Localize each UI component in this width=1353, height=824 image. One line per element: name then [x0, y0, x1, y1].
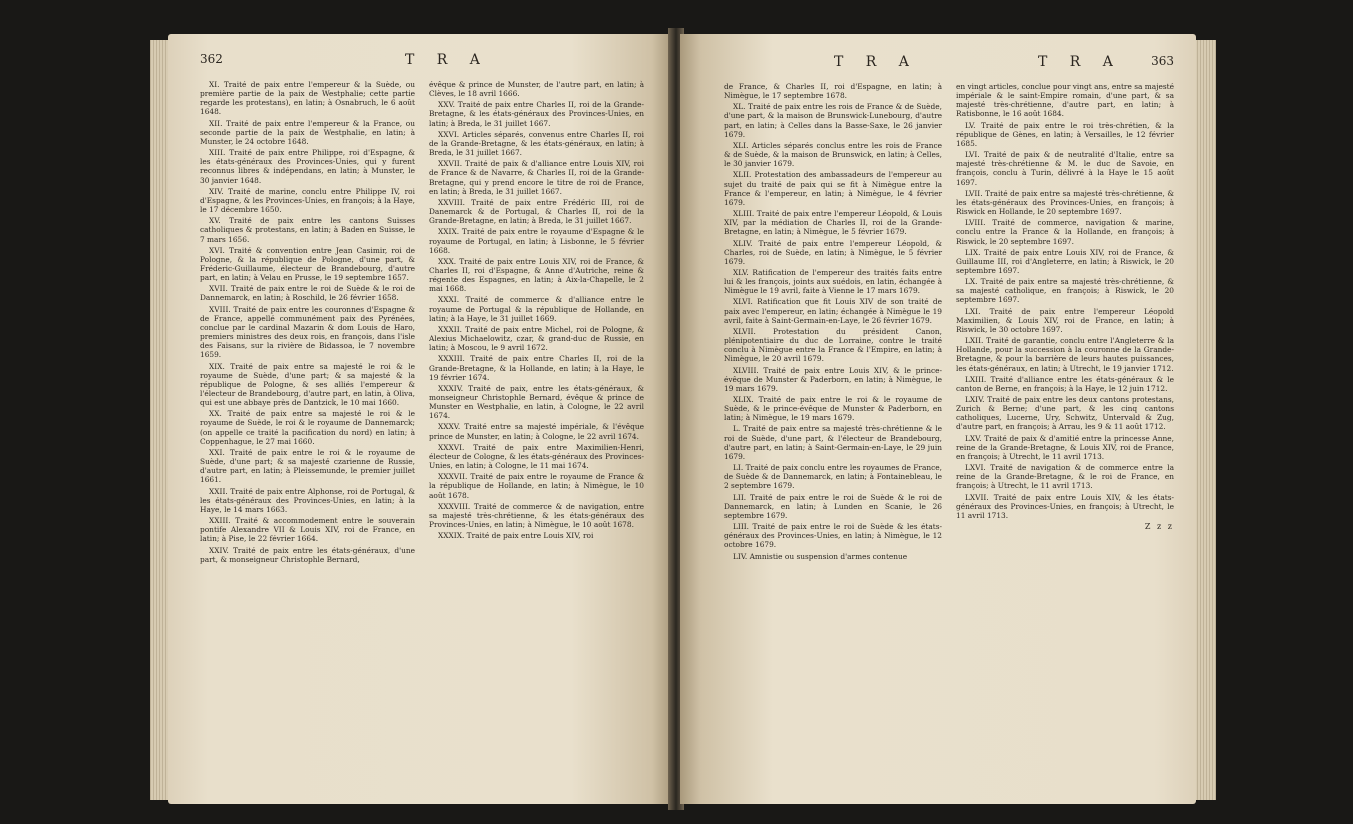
treaty-entry: XXVII. Traité de paix & d'alliance entre Louis XIV, roi de France & de Navarre, & Charles II, roi de la Grande-Bretagne, qui y prend encore le titre de roi de France, en latin; à Breda, le 31 juillet 1667. — [429, 159, 644, 196]
treaty-entry: LXVII. Traité de paix entre Louis XIV, & les états-généraux des Provinces-Unies, en françois; à Utrecht, le 11 avril 1713. — [956, 492, 1174, 520]
treaty-entry: XXVIII. Traité de paix entre Frédéric III, roi de Danemarck & de Portugal, & Charles II, roi de la Grande-Bretagne, en latin; à Breda, le 31 juillet 1667. — [429, 197, 644, 226]
right-page-number: 363 — [1151, 54, 1174, 68]
treaty-entry: XLVIII. Traité de paix entre Louis XIV, & le prince-évêque de Munster & Paderborn, en latin; à Nimègue, le 19 mars 1679. — [724, 365, 942, 393]
treaty-entry: XXXIV. Traité de paix, entre les états-généraux, & monseigneur Christophle Bernard, évêque & prince de Munster en Westphalie, en latin, à Cologne, le 22 avril 1674. — [429, 383, 644, 421]
treaty-entry: XLV. Ratification de l'empereur des traités faits entre lui & les françois, joints aux suédois, en latin, échangée à Nimègue le 19 avril, faite à Vienne le 17 mars 1679. — [724, 267, 942, 296]
treaty-entry: XXXII. Traité de paix entre Michel, roi de Pologne, & Alexius Michaelowitz, czar, & grand-duc de Russie, en latin; à Moscou, le 9 avril 1672. — [429, 324, 644, 353]
right-page-running-title-left: T R A — [834, 54, 918, 70]
right-page-columns — [724, 82, 1174, 563]
treaty-entry: XXV. Traité de paix entre Charles II, roi de la Grande-Bretagne, & les états-généraux des Provinces-Unies, en latin; à Breda, le 31 juillet 1667. — [429, 100, 644, 128]
treaty-entry: XV. Traité de paix entre les cantons Suisses catholiques & protestans, en latin; à Baden en Suisse, le 7 mars 1656. — [200, 216, 415, 244]
left-column-1 — [200, 80, 415, 566]
treaty-entry: LIX. Traité de paix entre Louis XIV, roi de France, & Guillaume III, roi d'Angleterre, en latin; à Riswick, le 20 septembre 1697. — [956, 247, 1174, 275]
treaty-entry: en vingt articles, conclue pour vingt ans, entre sa majesté impériale & le saint-Empire romain, d'une part, & sa majesté très-chrétienne, d'autre part, en latin; à Ratisbonne, le 16 août 1684. — [956, 82, 1174, 119]
treaty-entry: de France, & Charles II, roi d'Espagne, en latin; à Nimègue, le 17 septembre 1678. — [724, 82, 942, 101]
treaty-entry: XXIV. Traité de paix entre les états-généraux, d'une part, & monseigneur Christophle Bernard, — [200, 545, 415, 564]
treaty-entry: LIII. Traité de paix entre le roi de Suède & les états-généraux des Provinces-Unies, en latin; à Nimègue, le 12 octobre 1679. — [724, 522, 942, 550]
left-page-number: 362 — [200, 52, 223, 66]
treaty-entry: XXI. Traité de paix entre le roi & le royaume de Suède, d'une part; & sa majesté czarienne de Russie, d'autre part, en latin; à Pleissemunde, le premier juillet 1661. — [200, 447, 415, 485]
right-page-header — [724, 54, 1174, 76]
treaty-entry: LXII. Traité de garantie, conclu entre l'Angleterre & la Hollande, pour la succession à la couronne de la Grande-Bretagne, & pour la barrière de leurs hautes puissances, les états-généraux, en latin; à Utrecht, le 19 janvier 1712. — [956, 336, 1174, 373]
treaty-entry: XXII. Traité de paix entre Alphonse, roi de Portugal, & les états-généraux des Provinces-Unies, en latin; à la Haye, le 14 mars 1663. — [200, 486, 415, 514]
treaty-entry: XXXIII. Traité de paix entre Charles II, roi de la Grande-Bretagne, & la Hollande, en latin; à la Haye, le 19 février 1674. — [429, 354, 644, 382]
treaty-entry: XLI. Articles séparés conclus entre les rois de France & de Suède, & la maison de Brunswick, en latin; à Celles, le 30 janvier 1679. — [724, 140, 942, 169]
treaty-entry: évêque & prince de Munster, de l'autre part, en latin; à Clèves, le 18 avril 1666. — [429, 80, 644, 99]
treaty-entry: XVIII. Traité de paix entre les couronnes d'Espagne & de France, appellé communément paix des Pyrénées, conclue par le cardinal Mazarin & dom Louis de Haro, premiers ministres des deux rois, en françois, dans l'isle des Faisans, sur la rivière de Bidassoa, le 7 novembre 1659. — [200, 304, 415, 360]
treaty-entry: XXIII. Traité & accommodement entre le souverain pontife Alexandre VII & Louis XIV, roi de France, en latin; à Pise, le 22 février 1664. — [200, 516, 415, 544]
treaty-entry: XXXVII. Traité de paix entre le royaume de France & la république de Hollande, en latin; à Nimègue, le 10 août 1678. — [429, 472, 644, 500]
left-page-header — [200, 52, 644, 74]
treaty-entry: XXXVI. Traité de paix entre Maximilien-Henri, électeur de Cologne, & les états-généraux des Provinces-Unies, en latin; à Cologne, le 11 mai 1674. — [429, 442, 644, 471]
treaty-entry: XXX. Traité de paix entre Louis XIV, roi de France, & Charles II, roi d'Espagne, & Anne d'Autriche, reine & régente des Espagnes, en latin; à Aix-la-Chapelle, le 2 mai 1668. — [429, 256, 644, 294]
treaty-entry: XXXIX. Traité de paix entre Louis XIV, roi — [438, 531, 594, 541]
treaty-entry: XX. Traité de paix entre sa majesté le roi & le royaume de Suède, le roi & le royaume de Dannemarck; (on appelle ce traité la pacification du nord) en latin; à Coppenhague, le 27 mai 1660. — [200, 409, 415, 446]
treaty-entry: LVI. Traité de paix & de neutralité d'Italie, entre sa majesté très-chrétienne & M. le duc de Savoie, en françois, conclu à Turin, délivré à la Haye le 15 août 1697. — [956, 150, 1174, 187]
treaty-entry: XVI. Traité & convention entre Jean Casimir, roi de Pologne, & la république de Pologne, d'une part, & Fréderic-Guillaume, électeur de Brandebourg, d'autre part, en latin; à Velau en Prusse, le 19 septembre 1657. — [200, 245, 415, 283]
treaty-entry: LI. Traité de paix conclu entre les royaumes de France, de Suède & de Dannemarck, en latin; à Fontainebleau, le 2 septembre 1679. — [724, 463, 942, 491]
treaty-entry: LXIII. Traité d'alliance entre les états-généraux & le canton de Berne, en françois; à la Haye, le 12 juin 1712. — [956, 374, 1174, 393]
page-edges-right — [1194, 40, 1216, 800]
right-column-1 — [724, 82, 942, 563]
treaty-entry: LIV. Amnistie ou suspension d'armes contenue — [733, 551, 908, 561]
treaty-entry: XL. Traité de paix entre les rois de France & de Suède, d'une part, & la maison de Brunswick-Lunebourg, d'autre part, en latin; à Celles dans la Basse-Saxe, le 26 janvier 1679. — [724, 102, 942, 139]
treaty-entry: XIX. Traité de paix entre sa majesté le roi & le royaume de Suède, d'une part; & sa majesté & la république de Pologne, & ses alliés l'empereur & l'électeur de Brandebourg, d'autre part, en latin, à Oliva, qui est une abbaye près de Dantzick, le 10 mai 1660. — [200, 361, 415, 408]
treaty-entry: XLVI. Ratification que fit Louis XIV de son traité de paix avec l'empereur, en latin; échangée à Nimègue le 19 avril, faite à Saint-Germain-en-Laye, le 26 février 1679. — [724, 297, 942, 325]
left-page — [168, 34, 672, 804]
treaty-entry: LX. Traité de paix entre sa majesté très-chrétienne, & sa majesté catholique, en françois; à Riswick, le 20 septembre 1697. — [956, 277, 1174, 305]
treaty-entry: XLVII. Protestation du président Canon, plénipotentiaire du duc de Lorraine, contre le traité conclu à Nimègue entre la France & l'Empire, en latin; à Nimègue, le 20 avril 1679. — [724, 326, 942, 364]
treaty-entry: XLIX. Traité de paix entre le roi & le royaume de Suède, & le prince-évêque de Munster & Paderborn, en latin; à Nimègue, le 19 mars 1679. — [724, 395, 942, 423]
right-column-2-entries — [956, 82, 1174, 520]
treaty-entry: XXVI. Articles séparés, convenus entre Charles II, roi de la Grande-Bretagne, & les états-généraux, en latin; à Breda, le 31 juillet 1667. — [429, 129, 644, 158]
left-page-columns — [200, 80, 644, 566]
treaty-entry: XI. Traité de paix entre l'empereur & la Suède, ou première partie de la paix de Westphalie; cette partie regarde les protestans), en latin; à Osnabruch, le 6 août 1648. — [200, 80, 415, 117]
page-edges-left — [150, 40, 170, 800]
right-column-2 — [956, 82, 1174, 563]
treaty-entry: XXXVIII. Traité de commerce & de navigation, entre sa majesté très-chrétienne, & les états-généraux des Provinces-Unies, en latin; à Nimègue, le 10 août 1678. — [429, 501, 644, 530]
treaty-entry: XLIV. Traité de paix entre l'empereur Léopold, & Charles, roi de Suède, en latin; à Nimègue, le 5 février 1679. — [724, 238, 942, 266]
treaty-entry: LV. Traité de paix entre le roi très-chrétien, & la république de Gènes, en latin; à Versailles, le 12 février 1685. — [956, 120, 1174, 148]
treaty-entry: XIV. Traité de marine, conclu entre Philippe IV, roi d'Espagne, & les Provinces-Unies, en françois; à la Haye, le 17 décembre 1650. — [200, 186, 415, 215]
left-column-2 — [429, 80, 644, 566]
treaty-entry: XXXV. Traité entre sa majesté impériale, & l'évêque prince de Munster, en latin; à Cologne, le 22 avril 1674. — [429, 422, 644, 441]
right-page-running-title-right: T R A — [1038, 54, 1122, 70]
treaty-entry: LXI. Traité de paix entre l'empereur Léopold Maximilien, & Louis XIV, roi de France, en latin; à Riswick, le 30 octobre 1697. — [956, 306, 1174, 334]
treaty-entry: XXXI. Traité de commerce & d'alliance entre le royaume de Portugal & la république de Hollande, en latin; à la Haye, le 31 juillet 1669. — [429, 295, 644, 323]
treaty-entry: LXIV. Traité de paix entre les deux cantons protestans, Zurich & Berne; d'une part, & les cinq cantons catholiques, Lucerne, Ury, Schwitz, Untervald & Zug, d'autre part, en françois; à Arrau, les 9 & 11 août 1712. — [956, 395, 1174, 432]
treaty-entry: LVII. Traité de paix entre sa majesté très-chrétienne, & les états-généraux des Provinces-Unies, en françois; à Riswick en Hollande, le 20 septembre 1697. — [956, 188, 1174, 217]
treaty-entry: L. Traité de paix entre sa majesté très-chrétienne & le roi de Suède, d'une part, & l'électeur de Brandebourg, d'autre part, en latin; à Saint-Germain-en-Laye, le 29 juin 1679. — [724, 424, 942, 461]
treaty-entry: LXVI. Traité de navigation & de commerce entre la reine de la Grande-Bretagne, & le roi de France, en françois; à Utrecht, le 11 avril 1713. — [956, 463, 1174, 491]
treaty-entry: LXV. Traité de paix & d'amitié entre la princesse Anne, reine de la Grande-Bretagne, & Louis XIV, roi de France, en françois; à Utrecht, le 11 avril 1713. — [956, 433, 1174, 461]
treaty-entry: XVII. Traité de paix entre le roi de Suède & le roi de Dannemarck, en latin; à Roschild, le 26 février 1658. — [200, 284, 415, 303]
treaty-entry: LII. Traité de paix entre le roi de Suède & le roi de Dannemarck, en latin; à Lunden en Scanie, le 26 septembre 1679. — [724, 492, 942, 520]
right-page — [680, 34, 1196, 804]
treaty-entry: XLIII. Traité de paix entre l'empereur Léopold, & Louis XIV, par la médiation de Charles II, roi de la Grande-Bretagne, en latin; à Nimègue, le 5 février 1679. — [724, 209, 942, 237]
treaty-entry: LVIII. Traité de commerce, navigation & marine, conclu entre la France & la Hollande, en françois; à Riswick, le 20 septembre 1697. — [956, 218, 1174, 246]
treaty-entry: XII. Traité de paix entre l'empereur & la France, ou seconde partie de la paix de Westphalie, en latin; à Munster, le 24 octobre 1648. — [200, 118, 415, 146]
treaty-entry: XLII. Protestation des ambassadeurs de l'empereur au sujet du traité de paix qui se fit à Nimègue entre la France & l'empereur, en latin; à Nimègue, le 4 février 1679. — [724, 170, 942, 207]
signature-mark: Z z z — [1144, 522, 1174, 532]
left-page-running-title: T R A — [405, 52, 489, 68]
treaty-entry: XXIX. Traité de paix entre le royaume d'Espagne & le royaume de Portugal, en latin; à Lisbonne, le 5 février 1668. — [429, 227, 644, 255]
treaty-entry: XIII. Traité de paix entre Philippe, roi d'Espagne, & les états-généraux des Provinces-Unies, qui y furent reconnus libres & indépendans, en latin; à Munster, le 30 janvier 1648. — [200, 148, 415, 185]
